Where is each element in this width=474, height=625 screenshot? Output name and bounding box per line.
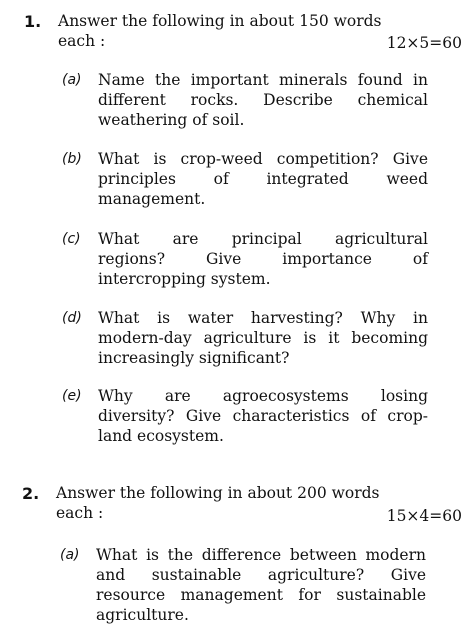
question-number: 1. (24, 12, 42, 31)
text-line: What is water harvesting? Why in (98, 309, 428, 327)
sub-question-text (98, 386, 428, 446)
text-line: modern-day agriculture is it becoming (98, 329, 428, 347)
sub-question-label: (d) (62, 310, 82, 326)
sub-question-label: (e) (62, 388, 82, 404)
sub-question-label: (a) (62, 72, 82, 88)
text-line: Why are agroecosystems losing (98, 387, 428, 405)
text-line: regions? Give importance of (98, 250, 428, 268)
sub-question-text (98, 229, 428, 289)
text-line: diversity? Give characteristics of crop- (98, 407, 428, 425)
text-line: management. (98, 190, 206, 208)
marks-allocation: 15×4=60 (386, 507, 462, 525)
sub-question-text (96, 545, 426, 625)
question-instruction: Answer the following in about 200 words (56, 484, 380, 502)
text-line: What are principal agricultural (98, 230, 428, 248)
text-line: resource management for sustainable (96, 586, 426, 604)
text-line: What is the difference between modern (96, 546, 426, 564)
text-line: increasingly significant? (98, 349, 290, 367)
sub-question-text (98, 149, 428, 209)
question-instruction-each: each : (58, 32, 106, 50)
question-number: 2. (22, 484, 40, 503)
text-line: intercropping system. (98, 270, 271, 288)
text-line: and sustainable agriculture? Give (96, 566, 426, 584)
text-line: principles of integrated weed (98, 170, 428, 188)
text-line: weathering of soil. (98, 111, 245, 129)
text-line: agriculture. (96, 606, 189, 624)
question-instruction: Answer the following in about 150 words (58, 12, 382, 30)
sub-question-label: (c) (62, 231, 81, 247)
text-line: Name the important minerals found in (98, 71, 428, 89)
marks-allocation: 12×5=60 (386, 34, 462, 52)
sub-question-label: (b) (62, 151, 82, 167)
text-line: land ecosystem. (98, 427, 224, 445)
sub-question-label: (a) (60, 547, 80, 563)
text-line: different rocks. Describe chemical (98, 91, 428, 109)
sub-question-text (98, 70, 428, 130)
sub-question-text (98, 308, 428, 368)
question-instruction-each: each : (56, 504, 104, 522)
text-line: What is crop-weed competition? Give (98, 150, 428, 168)
